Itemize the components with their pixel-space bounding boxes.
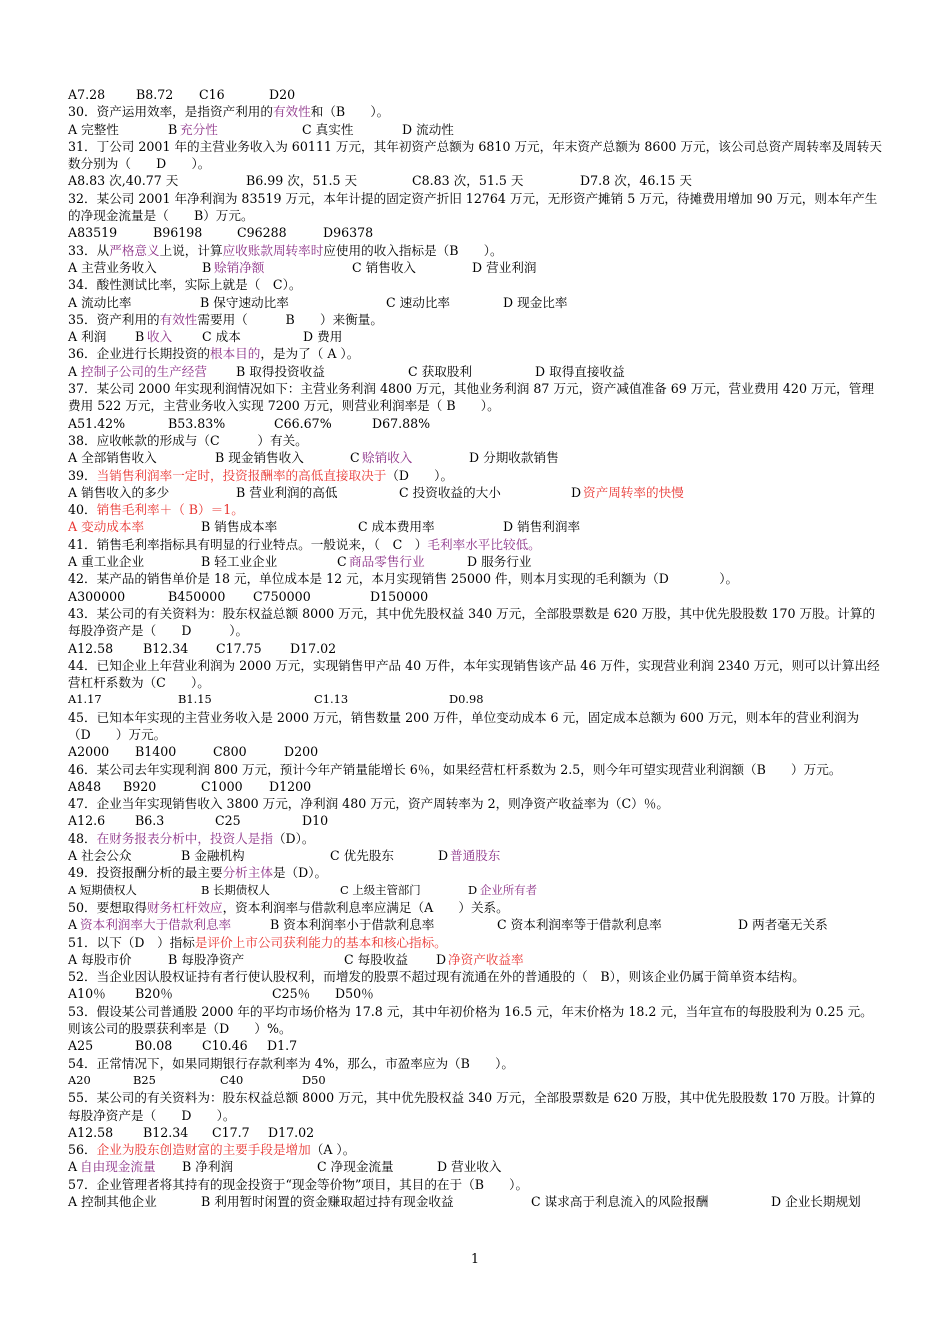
text-segment: 43．某公司的有关资料为：股东权益总额 8000 万元，其中优先股权益 340 万元，全部股票数是 620 万股，其中优先股股数 170 万股。计算的每股净资产是（ D ）。 <box>68 605 876 639</box>
text-segment: 33．从 <box>68 242 110 258</box>
text-segment: B12.34 <box>143 1124 189 1140</box>
text-segment: D 企业长期规划 <box>771 1194 861 1209</box>
text-segment: A300000 <box>68 588 126 604</box>
highlighted-text: 控制子公司的生产经营 <box>81 363 207 379</box>
text-segment: B <box>168 121 178 137</box>
text-segment: D17.02 <box>268 1124 315 1140</box>
text-segment: 30．资产运用效率，是指资产利用的 <box>68 104 273 120</box>
text-segment: B 利用暂时闲置的资金赚取超过持有现金收益 <box>201 1194 454 1209</box>
text-segment: B 资本利润率小于借款利息率 <box>270 917 435 933</box>
text-segment: B450000 <box>168 588 226 604</box>
highlighted-text: 自由现金流量 <box>80 1159 156 1175</box>
text-segment: D 分期收款销售 <box>469 450 559 466</box>
text-segment: D50％ <box>335 986 374 1002</box>
text-segment: D10 <box>302 813 329 829</box>
text-segment: 38．应收帐款的形成与（C ）有关。 <box>68 432 308 448</box>
text-line <box>68 1055 884 1072</box>
text-segment: D96378 <box>323 225 374 241</box>
text-segment: C10.46 <box>202 1038 248 1054</box>
highlighted-text: A 变动成本率 <box>68 519 145 535</box>
text-line <box>68 830 884 847</box>
highlighted-text: 资本利润率大于借款利息率 <box>80 917 232 933</box>
text-segment: C 真实性 <box>302 121 354 137</box>
highlighted-text: 财务杠杆效应 <box>147 899 223 915</box>
text-line <box>68 1193 884 1210</box>
text-segment: A <box>68 363 78 379</box>
text-segment: B 每股净资产 <box>168 951 245 967</box>
text-segment: D 费用 <box>303 329 343 345</box>
text-segment: B 取得投资收益 <box>236 363 325 379</box>
text-line <box>68 449 884 466</box>
text-segment: C 销售收入 <box>352 259 417 275</box>
text-segment: 37．某公司 2000 年实现利润情况如下：主营业务利润 4800 万元，其他业务利润 87 万元，资产减值准备 69 万元，营业费用 420 万元，管理费用 522 万元，主营业务收入实现 7200 万元，则营业利润率是（ B ）。 <box>68 381 874 414</box>
highlighted-text: 企业为股东创造财富的主要手段是增加 <box>96 1142 311 1158</box>
text-segment: A2000 <box>68 744 110 760</box>
text-segment: 需要用（ B ）来衡量。 <box>197 311 383 327</box>
highlighted-text: 毛利率水平比较低。 <box>427 536 541 552</box>
text-segment: A51.42% <box>68 415 126 431</box>
text-segment: C25 <box>215 813 241 829</box>
text-segment: A 全部销售收入 <box>68 450 157 466</box>
text-line <box>68 103 884 120</box>
text-line <box>68 432 884 449</box>
text-segment: 39． <box>68 467 97 483</box>
text-segment: 48． <box>68 830 97 846</box>
text-line <box>68 190 884 225</box>
text-segment: C40 <box>220 1072 244 1087</box>
text-segment: ，是为了（ A ）。 <box>260 346 360 362</box>
text-segment: B 金融机构 <box>181 848 245 864</box>
highlighted-text: 赊销净额 <box>214 259 265 275</box>
text-segment: D 营业利润 <box>472 259 537 275</box>
text-segment: B 保守速动比率 <box>200 294 289 310</box>
highlighted-text: 当销售利润率一定时，投资报酬率的高低直接取决于 <box>96 467 387 483</box>
text-segment: C 优先股东 <box>330 848 395 864</box>
highlighted-text: 销售毛利率＋（ B）＝1。 <box>96 502 244 518</box>
text-segment: B1.15 <box>178 692 212 707</box>
text-segment: 36．企业进行长期投资的 <box>68 346 210 362</box>
text-segment: C800 <box>213 744 247 760</box>
text-segment: C1.13 <box>314 692 349 707</box>
text-line <box>68 882 884 899</box>
text-segment: A 销售收入的多少 <box>68 484 170 500</box>
text-segment: D 服务行业 <box>467 554 532 570</box>
text-line <box>68 951 884 968</box>
text-segment: B <box>135 329 145 345</box>
text-segment: A12.58 <box>68 640 114 656</box>
text-line <box>68 311 884 328</box>
text-segment: 56． <box>68 1142 97 1158</box>
text-segment: B920 <box>123 778 157 794</box>
text-segment: 46．某公司去年实现利润 800 万元，预计今年产销量能增长 6％，如果经营杠杆系数为 2.5，则今年可望实现营业利润额（B ）万元。 <box>68 761 842 777</box>
highlighted-text: 根本目的 <box>209 346 261 362</box>
text-segment: 31．丁公司 2001 年的主营业务收入为 60111 万元，其年初资产总额为 6810 万元，年末资产总额为 8600 万元，该公司总资产周转率及周转天数分别为（ D ）。 <box>68 138 882 172</box>
text-segment: A 完整性 <box>68 121 119 137</box>
text-line <box>68 916 884 933</box>
text-line <box>68 259 884 276</box>
text-segment: 57．企业管理者将其持有的现金投资于“现金等价物”项目，其目的在于（B ）。 <box>68 1176 529 1192</box>
text-segment: 52．当企业因认股权证持有者行使认股权利，而增发的股票不超过现有流通在外的普通股的（ B），则该企业仍属于简单资本结构。 <box>68 969 805 985</box>
text-line <box>68 276 884 293</box>
text-segment: 51．以下（D ）指标 <box>68 934 195 950</box>
text-segment: A20 <box>68 1072 91 1087</box>
text-line <box>68 778 884 795</box>
text-segment: C 上级主管部门 <box>340 882 421 897</box>
text-line <box>68 294 884 311</box>
highlighted-text: 净资产收益率 <box>448 951 524 967</box>
text-segment: C 获取股利 <box>408 363 473 379</box>
highlighted-text: 赊销收入 <box>362 450 413 466</box>
text-segment: A848 <box>68 778 102 794</box>
text-segment: B 现金销售收入 <box>215 450 304 466</box>
text-segment: 53．假设某公司普通股 2000 年的平均市场价格为 17.8 元，其中年初价格为 16.5 元，年末价格为 18.2 元，当年宣布的每股股利为 0.25 元。则该公司的股票获利率是（D ）%。 <box>68 1003 873 1037</box>
text-line <box>68 795 884 812</box>
text-segment: B 长期债权人 <box>201 882 270 897</box>
text-line <box>68 570 884 587</box>
text-line <box>68 864 884 881</box>
text-segment: C <box>337 554 347 570</box>
text-segment: C1000 <box>201 778 243 794</box>
text-segment: C 速动比率 <box>386 294 451 310</box>
text-line <box>68 518 884 535</box>
text-segment: D200 <box>284 744 319 760</box>
text-segment: 34．酸性测试比率，实际上就是（ C）。 <box>68 277 302 293</box>
text-line <box>68 172 884 189</box>
text-line <box>68 743 884 760</box>
text-segment: C17.75 <box>216 640 262 656</box>
highlighted-text: 是评价上市公司获利能力的基本和核心指标。 <box>194 934 447 950</box>
text-segment: 47．企业当年实现销售收入 3800 万元，净利润 480 万元，资产周转率为 2，则净资产收益率为（C）％。 <box>68 796 669 812</box>
text-segment: A83519 <box>68 225 118 241</box>
text-segment: 50．要想取得 <box>68 899 147 915</box>
text-segment: B 销售成本率 <box>201 519 278 535</box>
text-segment: 32．某公司 2001 年净利润为 83519 万元，本年计提的固定资产折旧 12764 万元，无形资产摊销 5 万元，待摊费用增加 90 万元，则本年产生的净现金流量是（ B）万元。 <box>68 190 878 224</box>
text-segment: B96198 <box>153 225 203 241</box>
text-segment: C750000 <box>253 588 311 604</box>
text-segment: D1200 <box>269 778 312 794</box>
text-segment: D20 <box>269 87 296 102</box>
text-segment: 是（D）。 <box>272 865 328 881</box>
text-segment: B 净利润 <box>182 1159 234 1175</box>
highlighted-text: 收入 <box>147 329 173 345</box>
text-segment: 44．已知企业上年营业利润为 2000 万元，实现销售甲产品 40 万件，本年实现销售该产品 46 万件，实现营业利润 2340 万元，则可以计算出经营杠杆系数为（C ）。 <box>68 657 880 691</box>
text-line <box>68 640 884 657</box>
text-line <box>68 363 884 380</box>
question-list <box>68 86 884 1210</box>
text-segment: D <box>468 882 478 897</box>
text-segment: C 资本利润率等于借款利息率 <box>497 917 662 933</box>
text-line <box>68 345 884 362</box>
text-segment: ，资本利润率与借款利息率应满足（A ）关系。 <box>222 899 509 915</box>
text-segment: D 营业收入 <box>437 1159 502 1175</box>
highlighted-text: 普通股东 <box>450 848 501 864</box>
text-segment: A 控制其他企业 <box>68 1194 157 1209</box>
text-segment: D <box>571 484 582 500</box>
text-line <box>68 968 884 985</box>
text-line <box>68 605 884 640</box>
text-segment: D67.88% <box>372 415 431 431</box>
text-segment: B12.34 <box>143 640 189 656</box>
text-segment: D <box>436 951 447 967</box>
text-segment: D <box>438 848 449 864</box>
text-line <box>68 328 884 345</box>
text-segment: C17.7 <box>212 1124 250 1140</box>
text-segment: （D ）。 <box>386 467 454 483</box>
text-line <box>68 709 884 744</box>
text-segment: D 两者毫无关系 <box>738 917 828 933</box>
text-segment: 41．销售毛利率指标具有明显的行业特点。一般说来，（ C ） <box>68 536 428 552</box>
text-segment: A 重工业企业 <box>68 554 145 570</box>
text-line <box>68 812 884 829</box>
text-segment: A 每股市价 <box>68 951 132 967</box>
text-line <box>68 536 884 553</box>
text-segment: B1400 <box>135 744 177 760</box>
text-line <box>68 121 884 138</box>
text-segment: A7.28 <box>68 87 106 102</box>
highlighted-text: 充分性 <box>180 121 218 137</box>
text-segment: C 每股收益 <box>344 951 409 967</box>
text-segment: （A ）。 <box>310 1142 356 1158</box>
text-segment: D150000 <box>370 588 429 604</box>
text-segment: 和（B ）。 <box>310 104 390 120</box>
text-segment: B20％ <box>135 986 173 1002</box>
text-line <box>68 847 884 864</box>
text-line <box>68 985 884 1002</box>
text-segment: 35．资产利用的 <box>68 311 160 327</box>
text-line <box>68 553 884 570</box>
text-segment: C8.83 次，51.5 天 <box>412 173 524 189</box>
text-segment: C 净现金流量 <box>317 1159 394 1175</box>
text-line <box>68 415 884 432</box>
text-segment: D 取得直接收益 <box>535 363 625 379</box>
text-segment: D 现金比率 <box>503 294 568 310</box>
text-segment: B 轻工业企业 <box>201 554 278 570</box>
text-line <box>68 588 884 605</box>
text-segment: D17.02 <box>290 640 337 656</box>
text-segment: C16 <box>199 87 225 102</box>
highlighted-text: 分析主体 <box>222 865 273 881</box>
text-segment: A 短期债权人 <box>68 882 137 897</box>
text-line <box>68 1158 884 1175</box>
text-line <box>68 467 884 484</box>
text-segment: B53.83% <box>168 415 226 431</box>
text-line <box>68 899 884 916</box>
text-segment: A8.83 次,40.77 天 <box>68 173 179 189</box>
text-segment: B25 <box>133 1072 156 1087</box>
text-line <box>68 380 884 415</box>
text-segment: A <box>68 1159 78 1175</box>
text-segment: C25％ <box>272 986 311 1002</box>
text-segment: A12.6 <box>68 813 106 829</box>
text-line <box>68 657 884 692</box>
text-segment: A 利润 <box>68 329 107 345</box>
text-segment: B 营业利润的高低 <box>236 484 338 500</box>
text-segment: D1.7 <box>267 1038 298 1054</box>
text-segment: B6.99 次，51.5 天 <box>246 173 358 189</box>
text-segment: B8.72 <box>136 87 174 102</box>
text-segment: D50 <box>302 1072 326 1087</box>
text-line <box>68 1037 884 1054</box>
text-segment: C96288 <box>237 225 287 241</box>
text-segment: A 社会公众 <box>68 848 132 864</box>
text-segment: A 流动比率 <box>68 294 132 310</box>
text-line <box>68 484 884 501</box>
text-segment: C 谋求高于利息流入的风险报酬 <box>531 1194 709 1209</box>
text-line <box>68 224 884 241</box>
highlighted-text: 严格意义 <box>109 242 160 258</box>
highlighted-text: 商品零售行业 <box>349 554 425 570</box>
text-segment: C 投资收益的大小 <box>399 484 501 500</box>
text-segment: D0.98 <box>449 692 484 707</box>
text-segment: A12.58 <box>68 1124 114 1140</box>
highlighted-text: 资产周转率的快慢 <box>583 484 684 500</box>
text-line <box>68 86 884 103</box>
text-segment: B0.08 <box>135 1038 173 1054</box>
highlighted-text: 有效性 <box>272 104 311 120</box>
text-segment: C <box>350 450 360 466</box>
page-number: 1 <box>470 1251 479 1266</box>
text-segment: A <box>68 917 78 933</box>
text-segment: A1.17 <box>68 692 102 707</box>
text-line <box>68 1003 884 1038</box>
text-segment: 45．已知本年实现的主营业务收入是 2000 万元，销售数量 200 万件，单位变动成本 6 元，固定成本总额为 600 万元，则本年的营业利润为（D ）万元。 <box>68 709 860 742</box>
text-segment: A10％ <box>68 986 106 1002</box>
text-line <box>68 1072 884 1089</box>
text-segment: D 流动性 <box>402 121 454 137</box>
text-segment: B6.3 <box>135 813 165 829</box>
text-segment: D7.8 次，46.15 天 <box>580 173 692 189</box>
text-line <box>68 138 884 173</box>
text-segment: A 主营业务收入 <box>68 259 157 275</box>
highlighted-text: 企业所有者 <box>480 882 537 897</box>
text-segment: 49．投资报酬分析的最主要 <box>68 865 223 881</box>
text-line <box>68 1176 884 1193</box>
text-segment: 42．某产品的销售单价是 18 元，单位成本是 12 元，本月实现销售 25000 件，则本月实现的毛利额为（D ）。 <box>68 571 739 587</box>
text-line <box>68 501 884 518</box>
text-segment: （D）。 <box>272 830 315 846</box>
text-line <box>68 1124 884 1141</box>
text-line <box>68 1089 884 1124</box>
text-segment: C 成本 <box>202 329 241 345</box>
text-segment: 40． <box>68 502 97 518</box>
highlighted-text: 应收账款周转率时 <box>222 242 324 258</box>
text-line <box>68 1141 884 1158</box>
text-segment: 应使用的收入指标是（B ）。 <box>323 242 503 258</box>
text-segment: 54．正常情况下，如果同期银行存款利率为 4%，那么，市盈率应为（B ）。 <box>68 1055 514 1071</box>
text-line <box>68 691 884 708</box>
text-segment: 上说，计算 <box>159 242 223 258</box>
highlighted-text: 有效性 <box>159 311 198 327</box>
text-segment: C 成本费用率 <box>358 519 435 535</box>
text-segment: C66.67% <box>274 415 332 431</box>
text-segment: A25 <box>68 1038 94 1054</box>
highlighted-text: 在财务报表分析中，投资人是指 <box>96 830 273 846</box>
text-line <box>68 761 884 778</box>
text-segment: B <box>202 259 212 275</box>
text-segment: 55．某公司的有关资料为：股东权益总额 8000 万元，其中优先股权益 340 万元，全部股票数是 620 万股，其中优先股股数 170 万股。计算的每股净资产是（ D ）。 <box>68 1090 876 1123</box>
text-segment: D 销售利润率 <box>503 519 581 535</box>
text-line <box>68 934 884 951</box>
text-line <box>68 242 884 259</box>
